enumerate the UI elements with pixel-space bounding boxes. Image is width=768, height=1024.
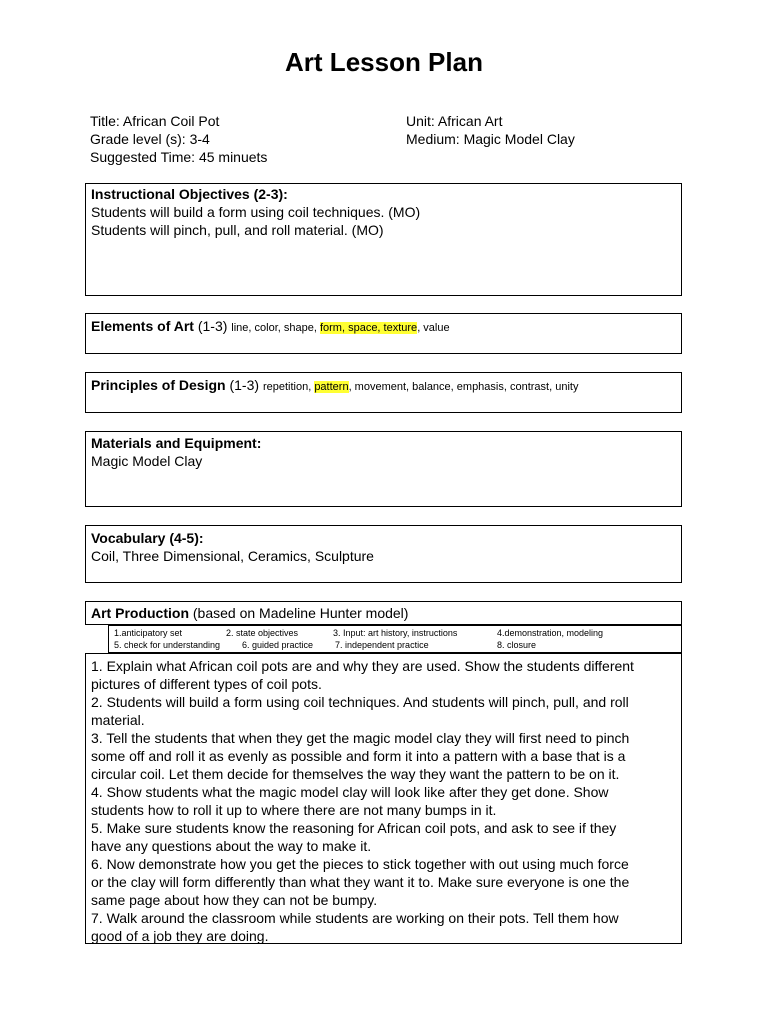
lesson-info-left <box>90 112 267 166</box>
procedure-line: or the clay will form differently than what they want it to. Make sure everyone is one the <box>91 874 630 890</box>
procedure-line: 2. Students will build a form using coil techniques. And students will pinch, pull, and roll <box>91 694 629 710</box>
procedure-line: 1. Explain what African coil pots are and why they are used. Show the students different <box>91 658 634 674</box>
principles-heading: Principles of Design <box>91 377 226 393</box>
vocabulary-heading: Vocabulary (4-5): <box>91 530 204 546</box>
elements-highlighted: form, space, texture <box>319 322 418 334</box>
principles-highlighted: pattern <box>314 381 349 393</box>
objective-line: Students will build a form using coil techniques. (MO) <box>91 204 421 220</box>
step-label: 8. closure <box>497 640 537 650</box>
step-label: 4.demonstration, modeling <box>497 628 604 638</box>
step-label: 6. guided practice <box>242 640 314 650</box>
materials-heading: Materials and Equipment: <box>91 435 262 451</box>
step-label: 3. Input: art history, instructions <box>333 628 458 638</box>
step-label: 7. independent practice <box>335 640 429 650</box>
procedure-line: 3. Tell the students that when they get the magic model clay they will first need to pinch <box>91 730 630 746</box>
procedure-line: circular coil. Let them decide for themselves the way they want the pattern to be on it. <box>91 766 620 782</box>
procedure-line: 5. Make sure students know the reasoning for African coil pots, and ask to see if they <box>91 820 617 836</box>
objective-line: Students will pinch, pull, and roll material. (MO) <box>91 222 384 238</box>
production-heading: Art Production <box>91 605 189 621</box>
vocabulary-box <box>85 525 682 583</box>
procedure-line: students how to roll it up to where there are not many bumps in it. <box>91 802 497 818</box>
lesson-info-right <box>406 112 575 148</box>
step-label: 1.anticipatory set <box>114 628 183 638</box>
production-body-box <box>85 653 682 944</box>
elements-box <box>85 313 682 354</box>
principles-list-end: , movement, balance, emphasis, contrast, unity <box>348 381 579 393</box>
medium: Medium: Magic Model Clay <box>406 131 575 147</box>
procedure-line: same page about how they can not be bumpy. <box>91 892 378 908</box>
procedure-line: 7. Walk around the classroom while students are working on their pots. Tell them how <box>91 910 619 926</box>
procedure-line: material. <box>91 712 145 728</box>
lesson-title: Title: African Coil Pot <box>90 113 220 129</box>
hunter-steps-box <box>108 625 682 653</box>
materials-box <box>85 431 682 507</box>
step-label: 5. check for understanding <box>114 640 221 650</box>
procedure-line: good of a job they are doing. <box>91 928 269 944</box>
procedure-line: 4. Show students what the magic model clay will look like after they get done. Show <box>91 784 609 800</box>
procedure-line: pictures of different types of coil pots. <box>91 676 322 692</box>
elements-list-end: , value <box>417 322 450 334</box>
principles-list: repetition, <box>262 381 315 393</box>
elements-count: (1-3) <box>193 318 232 334</box>
objectives-heading: Instructional Objectives (2-3): <box>91 186 288 202</box>
grade-level: Grade level (s): 3-4 <box>90 131 210 147</box>
objectives-box <box>85 183 682 296</box>
elements-list: line, color, shape, <box>231 322 320 334</box>
suggested-time: Suggested Time: 45 minuets <box>90 149 268 165</box>
unit: Unit: African Art <box>406 113 503 129</box>
step-label: 2. state objectives <box>226 628 299 638</box>
elements-heading: Elements of Art <box>91 318 194 334</box>
procedure-line: 6. Now demonstrate how you get the pieces to stick together with out using much force <box>91 856 629 872</box>
vocabulary-text: Coil, Three Dimensional, Ceramics, Sculpture <box>91 548 374 564</box>
page-title: Art Lesson Plan <box>285 47 483 77</box>
procedure-line: some off and roll it as evenly as possible and form it into a pattern with a base that is a <box>91 748 626 764</box>
materials-text: Magic Model Clay <box>91 453 203 469</box>
principles-count: (1-3) <box>225 377 263 393</box>
procedure-line: have any questions about the way to make it. <box>91 838 372 854</box>
production-header-box <box>85 601 682 625</box>
principles-box <box>85 372 682 413</box>
production-subheading: (based on Madeline Hunter model) <box>189 605 409 621</box>
